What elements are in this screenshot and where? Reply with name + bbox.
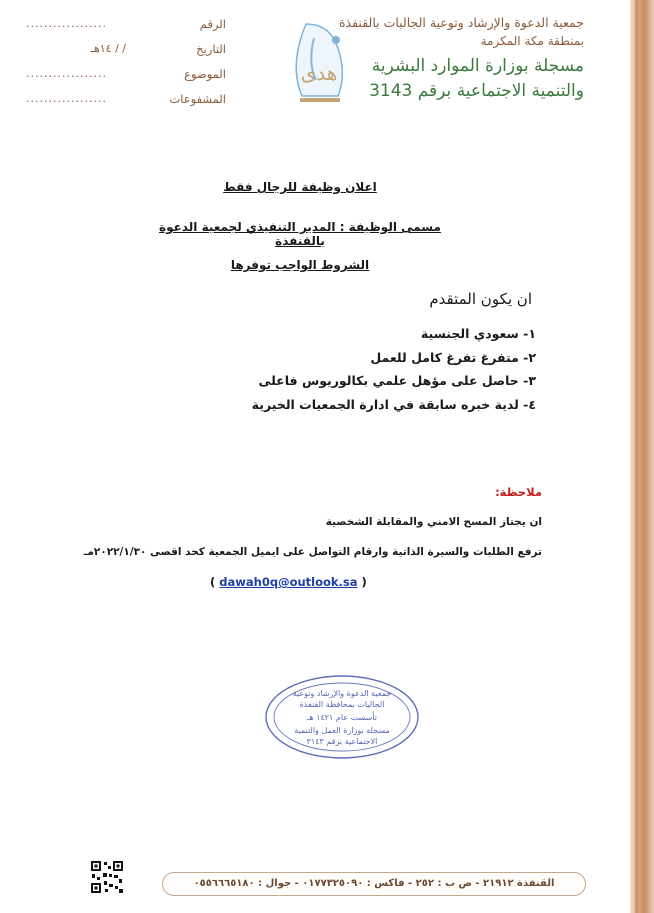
note-line-2: ترفع الطلبات والسيرة الذاتية وارقام التواصل على ايميل الجمعية كحد اقصى ٢٠٢٢/١/٣٠مـ [83, 546, 542, 558]
svg-text:الجاليات بمحافظة القنفذة: الجاليات بمحافظة القنفذة [299, 700, 385, 709]
footer-contact-bar: القنفذة ٢١٩١٢ - ص ب : ٢٥٢ - فاكس : ٠١٧٧٣٢٥٠٩٠ - جوال : ٠٥٥٦٦٦٥١٨٠ [162, 872, 586, 896]
organization-header [324, 14, 584, 104]
condition-item: ٤- لدية خبره سابقة في ادارة الجمعيات الخيرية [251, 396, 536, 412]
attachments-label: المشفوعات [169, 92, 226, 106]
logo-lettering: هدى [300, 61, 338, 85]
letter-meta-labels [120, 14, 226, 114]
note-label: ملاحظة: [495, 485, 542, 499]
applicant-intro: ان يكون المتقدم [429, 290, 532, 308]
registration-line-1: مسجلة بوزارة الموارد البشرية [371, 56, 584, 76]
attachments-value: .................. [26, 92, 107, 105]
announcement-title: اعلان وظيفة للرجال فقط [223, 180, 377, 194]
job-title: مسمى الوظيفة : المدير التنفيذي لجمعية الدعوة بالقنفذة [159, 220, 441, 248]
letter-meta-values [26, 14, 126, 114]
svg-text:الاجتماعية برقم ٣١٤٣: الاجتماعية برقم ٣١٤٣ [306, 737, 378, 746]
number-value: .................. [26, 17, 107, 30]
subject-value: .................. [26, 67, 107, 80]
svg-text:جمعية الدعوة والإرشاد وتوعية: جمعية الدعوة والإرشاد وتوعية [292, 689, 392, 698]
email-line: ( dawah0q@outlook.sa ) [210, 575, 367, 589]
contact-email-link[interactable]: dawah0q@outlook.sa [219, 575, 358, 589]
org-name: جمعية الدعوة والإرشاد وتوعية الجاليات بالقنفذة [338, 15, 584, 30]
date-value: / / ١٤هـ [90, 42, 126, 55]
conditions-list [252, 322, 536, 416]
condition-item: ٣- حاصل على مؤهل علمي بكالوريوس فاعلى [258, 373, 536, 388]
condition-item: ١- سعودي الجنسية [420, 326, 536, 341]
svg-text:مسجلة بوزارة العمل والتنمية: مسجلة بوزارة العمل والتنمية [294, 726, 390, 735]
condition-item: ٢- متفرغ تفرغ كامل للعمل [370, 349, 536, 365]
org-region: بمنطقة مكة المكرمة [480, 34, 584, 48]
svg-text:تأسست عام ١٤٢١ هـ: تأسست عام ١٤٢١ هـ [307, 713, 377, 722]
number-label: الرقم [199, 17, 226, 31]
qr-code-icon [90, 860, 124, 894]
decorative-border [630, 0, 654, 913]
requirements-title: الشروط الواجب توفرها [230, 258, 370, 272]
note-line-1: ان يجتاز المسح الامني والمقابلة الشخصية [325, 516, 542, 528]
registration-line-2: والتنمية الاجتماعية برقم 3143 [369, 81, 584, 101]
official-stamp [262, 672, 422, 762]
organization-logo [276, 18, 362, 110]
subject-label: الموضوع [184, 67, 226, 81]
date-label: التاريخ [196, 42, 226, 56]
